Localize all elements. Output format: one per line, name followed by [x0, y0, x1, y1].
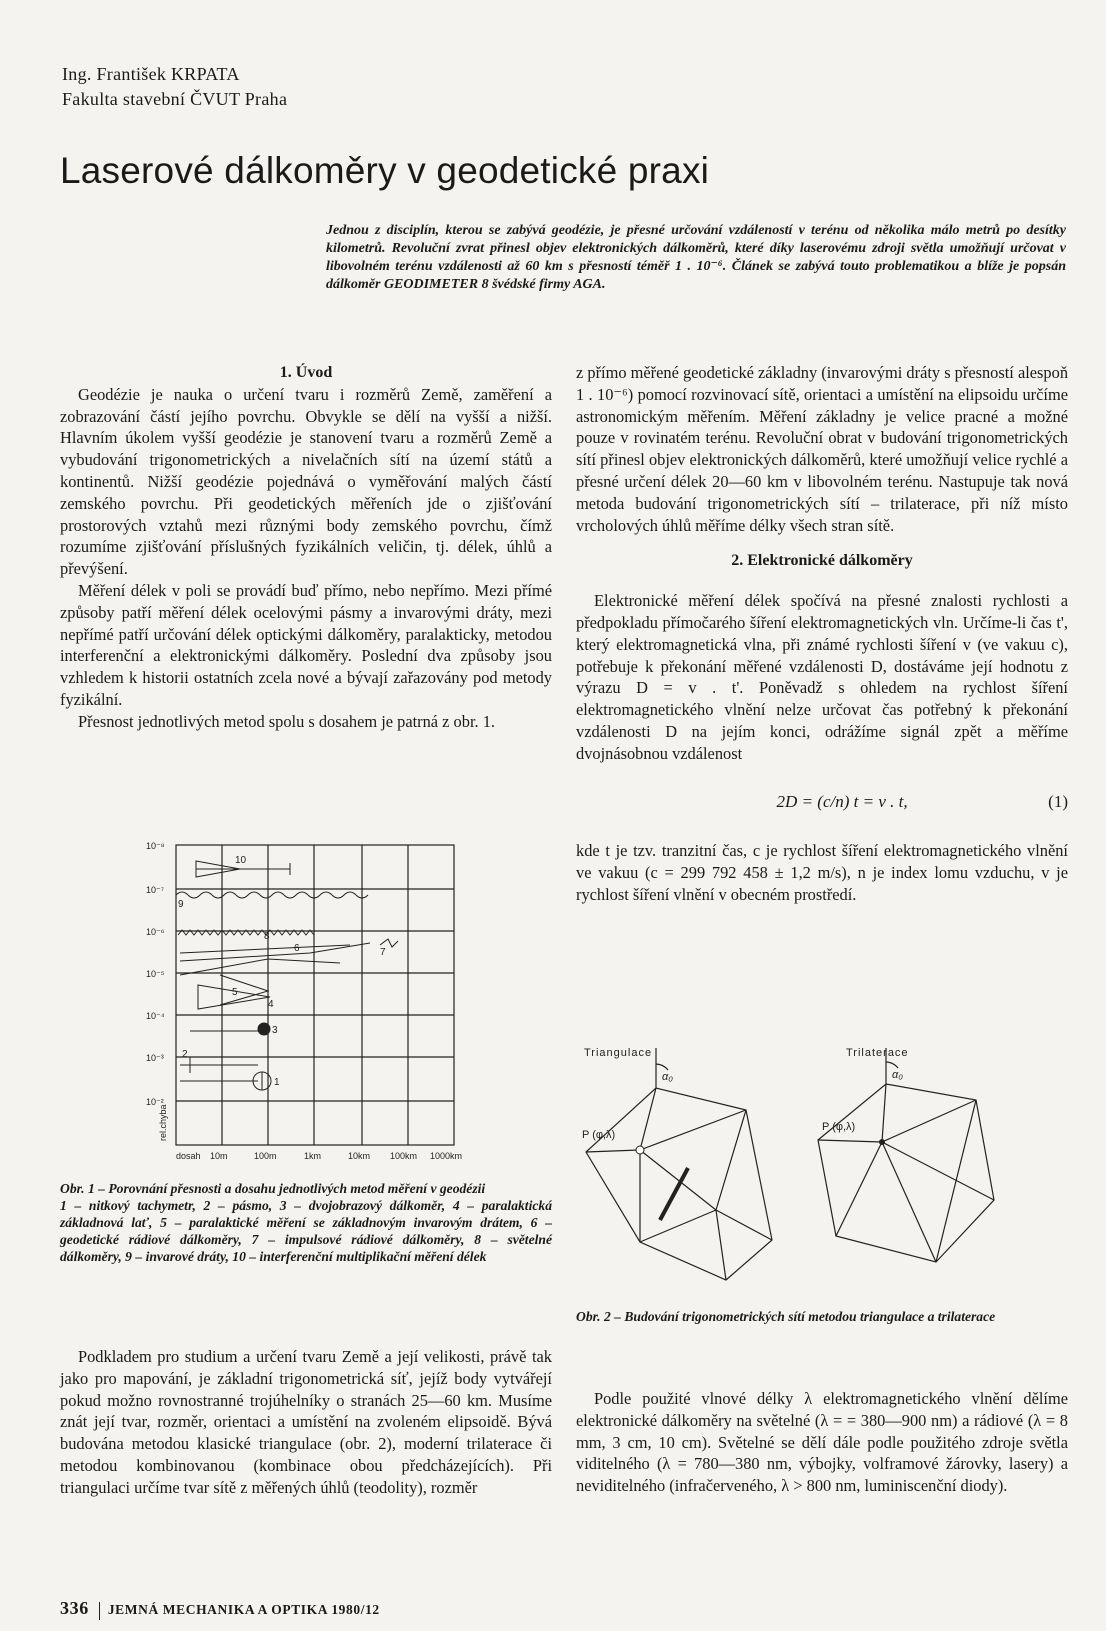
figure2-caption: Obr. 2 – Budování trigonometrických sítí metodou triangulace a trilaterace [576, 1309, 996, 1324]
section1-paragraph-2: Měření délek v poli se provádí buď přímo, nebo nepřímo. Mezi přímé způsoby patří měření délek ocelovými pásmy a invarovými dráty, mezi nepřímé patří určování délek optickými dálkoměry, paralakticky, metodou interferenční a elektronickými dálkoměry. Poslední dva způsoby jsou vzhledem k historii ostatních zcela nové a bývají zařazovány pod metody fyzikální. [60, 580, 552, 709]
right-paragraph-1: z přímo měřené geodetické základny (invarovými dráty s přesností alespoň 1 . 10⁻⁶) pomocí rozvinovací sítě, orientaci a umístění na elipsoidu určíme astronomickým měřením. Měření základny je velice pracné a možné pouze v rovinatém terénu. Revoluční obrat v budování trigonometrických sítí přinesl objev elektronických dálkoměrů, které umožňují velice rychlé a přesné určení délek 20—60 km v libovolném terénu. Nastupuje tak nová metoda budování trigonometrických sítí – trilaterace, při níž místo vrcholových úhlů měříme délky všech stran sítě. [576, 363, 1069, 535]
curve-label-3: 3 [272, 1025, 278, 1036]
curve-label-10: 10 [235, 855, 247, 866]
section1-paragraph-1: Geodézie je nauka o určení tvaru i rozměrů Země, zaměření a zobrazování částí jejího povrchu. Obvykle se dělí na vyšší a nižší. Hlavním úkolem vyšší geodézie je stanovení tvaru a rozměrů Země a vybudování trigonometrických a nivelačních sítí na území států a kontinentů. Nižší geodézie pojednává o vyměřování malých částí zemského povrchu. Při geodetických měřeních jde o zjišťování prostorových vztahů mezi různými body zemského povrchu, čímž rozumíme zjišťování příslušných fyzikálních veličin, tj. délek, úhlů a převýšení. [60, 384, 552, 579]
lower-right-paragraph: Podle použité vlnové délky λ elektromagnetického vlnění dělíme elektronické dálkoměry na světelné (λ = = 380—900 nm) a rádiové (λ = 8 mm, 3 cm, 10 cm). Světelné se dělí dále podle použitého zdroje světla viditelného (λ = 780—380 nm, výbojky, volframové žárovky, lasery) a neviditelného (infračerveného, λ > 800 nm, luminiscenční diody). [576, 1389, 1068, 1496]
y-tick: 10⁻⁵ [146, 969, 165, 979]
section1-heading: 1. Úvod [279, 364, 333, 381]
footer-divider [99, 1602, 100, 1620]
figure1-x-ticks [176, 1151, 462, 1161]
curve-label-1: 1 [274, 1077, 280, 1088]
figure1-caption [60, 1180, 552, 1265]
curve-label-9: 9 [178, 899, 184, 910]
formula-text: 2D = (c/n) t = v . t, [776, 791, 908, 811]
author-block [62, 62, 287, 112]
x-tick: 100km [390, 1151, 418, 1161]
journal-name: JEMNÁ MECHANIKA A OPTIKA 1980/12 [107, 1602, 380, 1617]
point-label-left: P (φ,λ) [582, 1129, 616, 1141]
triangulation-baseline [660, 1168, 688, 1220]
article-title: Laserové dálkoměry v geodetické praxi [60, 150, 710, 191]
lower-left-text [60, 1346, 552, 1499]
curve-label-8: 8 [264, 931, 270, 942]
right-column [576, 362, 1068, 906]
figure1-curve-labels [178, 855, 386, 1088]
figure1-curves [176, 861, 398, 1090]
angle-label-right: α₀ [892, 1069, 903, 1081]
angle-label-left: α₀ [662, 1071, 673, 1083]
figure2-label-trilateration: Trilaterace [846, 1047, 909, 1059]
section1-paragraph-3: Přesnost jednotlivých metod spolu s dosahem je patrná z obr. 1. [78, 711, 495, 731]
page-number: 336 [60, 1598, 89, 1618]
curve-label-5: 5 [232, 987, 238, 998]
abstract: Jednou z disciplín, kterou se zabývá geodézie, je přesné určování vzdáleností v terénu od několika málo metrů po desítky kilometrů. Revoluční zvrat přinesl objev elektronických dálkoměrů, které díky laserovému zdroji světla umožňují určovat v libovolném terénu vzdálenosti až 60 km s přesností téměř 1 . 10⁻⁶. Článek se zabývá touto problematikou a blíže je popsán dálkoměr GEODIMETER 8 švédské firmy AGA. [326, 223, 1066, 292]
figure2-label-triangulation: Triangulace [584, 1047, 653, 1059]
trilateration-network [818, 1048, 994, 1262]
x-tick: 100m [254, 1151, 277, 1161]
x-tick: 10km [348, 1151, 371, 1161]
x-tick: 1km [304, 1151, 322, 1161]
y-axis-label: rel.chyba [158, 1104, 168, 1141]
figure1-y-ticks [146, 841, 165, 1107]
author-affiliation: Fakulta stavební ČVUT Praha [62, 89, 288, 109]
x-tick: dosah [176, 1151, 201, 1161]
y-tick: 10⁻⁸ [146, 841, 165, 851]
right-paragraph-3: kde t je tzv. tranzitní čas, c je rychlost šíření elektromagnetického vlnění ve vakuu (c = 299 792 458 ± 1,2 m/s), n je index lomu vzduchu, v je rychlost šíření vlnění v obecném prostředí. [576, 841, 1068, 904]
x-tick: 1000km [430, 1151, 463, 1161]
figure1-caption-title: Obr. 1 – Porovnání přesnosti a dosahu jednotlivých metod měření v geodézii [60, 1181, 486, 1196]
right-paragraph-2: Elektronické měření délek spočívá na přesné znalosti rychlosti a předpokladu přímočarého šíření elektromagnetických vln. Určíme-li čas t', který elektromagnetická vlna, při známé rychlosti šíření v (ve vakuu c), potřebuje k překonání měřené vzdálenosti D, dostáváme její hodnotu z výrazu D = v . t'. Poněvadž s ohledem na rychlost šíření elektromagnetického vlnění nelze určovat čas potřebný k překonání vzdálenosti D na jejím konci, odrážíme signál zpět a měříme dvojnásobnou vzdálenost [576, 591, 1068, 763]
point-p-left [636, 1146, 644, 1154]
formula-number: (1) [1048, 791, 1068, 811]
lower-left-paragraph: Podkladem pro studium a určení tvaru Země a její velikosti, právě tak jako pro mapování, je základní trigonometrická síť, jejíž body vytvářejí pokud možno rovnostranné trojúhelníky o stranách 25—60 km. Musíme znát její tvar, rozměr, orientaci a umístění na zvoleném elipsoidě. Bývá budována metodou klasické triangulace (obr. 2), moderní trilaterace či metodou kombinovanou (kombinace obou předcházejících). Při triangulaci určíme tvar sítě z měřených úhlů (teodolity), rozměr [60, 1347, 552, 1497]
y-tick: 10⁻⁴ [146, 1011, 165, 1021]
point-p-right [879, 1139, 885, 1145]
page-footer [60, 1598, 380, 1620]
curve-label-4: 4 [268, 999, 274, 1010]
figure1-frame [176, 845, 454, 1145]
point-label-right: P (φ,λ) [822, 1121, 856, 1133]
y-tick: 10⁻⁶ [146, 927, 165, 937]
figure2-diagram [576, 1040, 1068, 1300]
equation-1 [576, 791, 1068, 813]
y-tick: 10⁻³ [146, 1053, 164, 1063]
curve-label-7: 7 [380, 947, 386, 958]
figure1-chart [140, 835, 470, 1165]
left-column [60, 362, 552, 733]
curve-label-6: 6 [294, 943, 300, 954]
y-tick: 10⁻⁷ [146, 885, 165, 895]
author-name: Ing. František KRPATA [62, 64, 240, 84]
figure1-caption-body: 1 – nitkový tachymetr, 2 – pásmo, 3 – dvojobrazový dálkoměr, 4 – paralaktická základnová lať, 5 – paralaktické měření se základnovým invarovým drátem, 6 – geodetické rádiové dálkoměry, 7 – impulsové rádiové dálkoměry, 8 – světelné dálkoměry, 9 – invarové dráty, 10 – interferenční multiplikační měření délek [60, 1198, 552, 1264]
section2-heading: 2. Elektronické dálkoměry [731, 552, 913, 570]
lower-right-text [576, 1388, 1068, 1497]
x-tick: 10m [210, 1151, 228, 1161]
curve-label-2: 2 [182, 1049, 188, 1060]
y-tick: 10⁻² [146, 1097, 164, 1107]
triangulation-network [586, 1048, 772, 1280]
